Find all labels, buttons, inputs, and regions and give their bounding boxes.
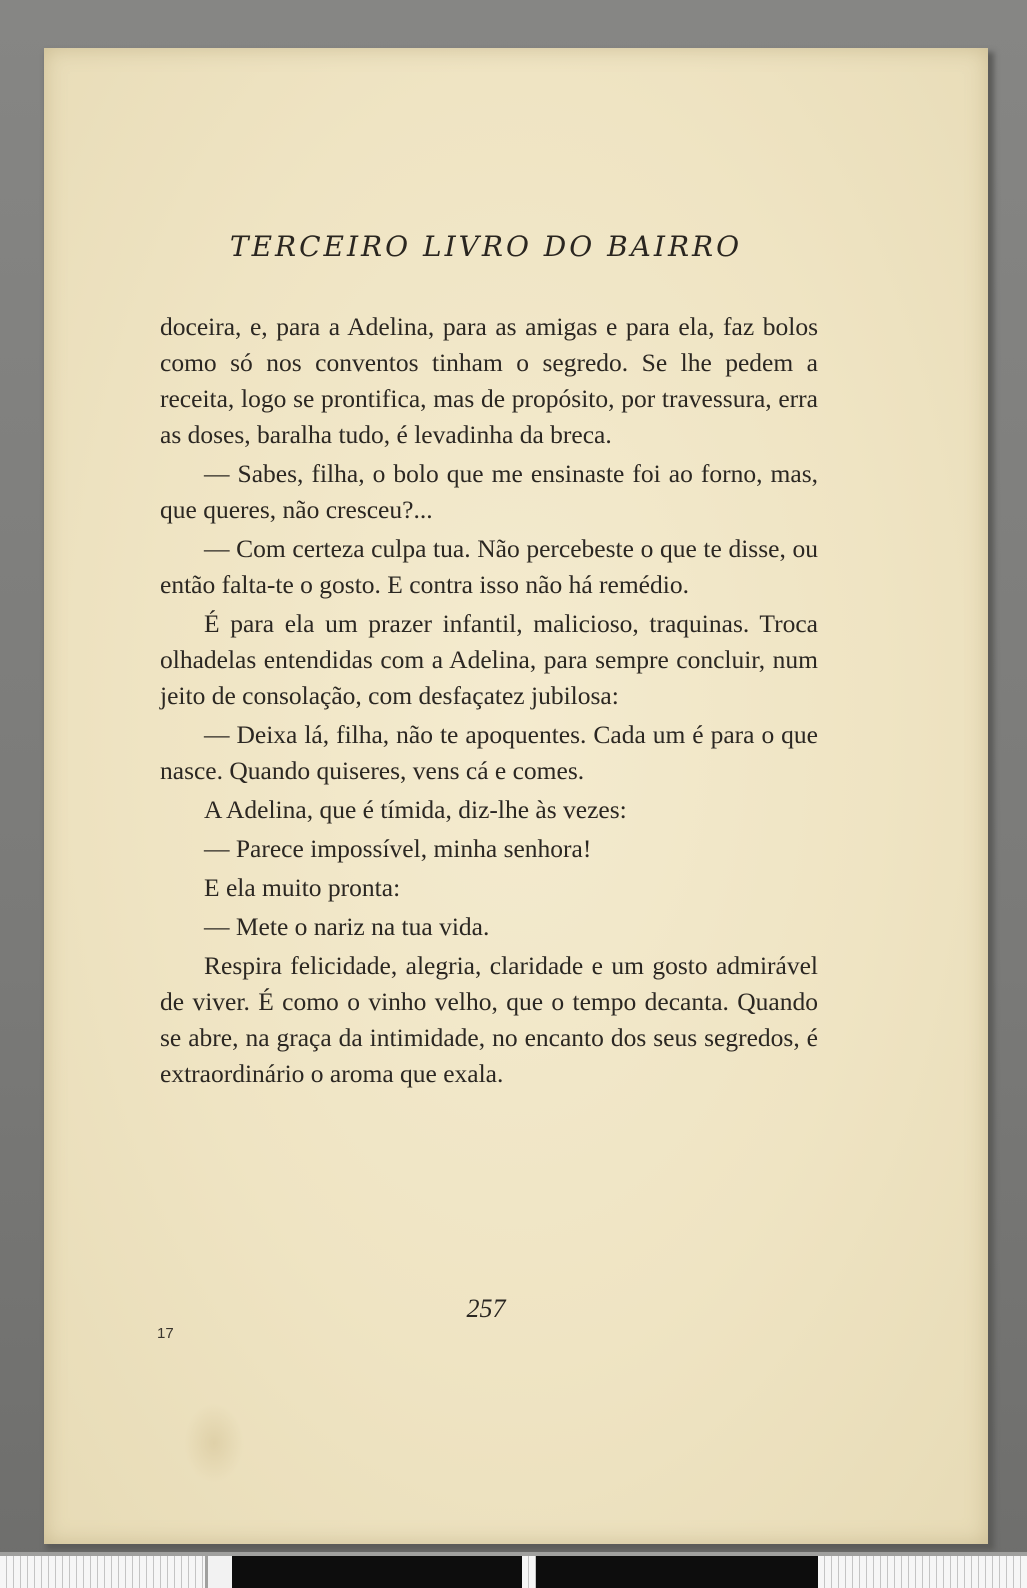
page-body-text [160,309,818,1095]
paragraph: E ela muito pronta: [204,873,401,902]
paragraph: — Deixa lá, filha, não te apoquentes. Cada um é para o que nasce. Quando quiseres, vens cá e comes. [160,720,818,785]
paragraph: — Com certeza culpa tua. Não percebeste o que te disse, ou então falta-te o gosto. E contra isso não há remédio. [160,534,818,599]
ruler-segment [0,1556,205,1588]
page-number: 257 [466,1294,506,1323]
signature-mark: 17 [157,1325,174,1342]
paragraph: doceira, e, para a Adelina, para as amigas e para ela, faz bolos como só nos conventos tinham o segredo. Se lhe pedem a receita, logo se prontifica, mas de propósito, por travessura, erra as doses, baralha tudo, é levadinha da breca. [160,312,818,449]
paragraph: A Adelina, que é tímida, diz-lhe às vezes: [204,795,627,824]
paragraph: — Mete o nariz na tua vida. [204,912,490,941]
ruler-segment [522,1556,536,1588]
scale-patch-black [536,1556,818,1588]
paragraph: — Parece impossível, minha senhora! [204,834,592,863]
running-head: TERCEIRO LIVRO DO BAIRRO [229,230,743,263]
scale-patch-black [232,1556,522,1588]
paragraph: É para ela um prazer infantil, malicioso, traquinas. Troca olhadelas entendidas com a Adelina, para sempre concluir, num jeito de consolação, com desfaçatez jubilosa: [160,609,818,710]
paper-stain [184,1403,244,1483]
ruler-segment [818,1556,1027,1588]
paragraph: — Sabes, filha, o bolo que me ensinaste foi ao forno, mas, que queres, não cresceu?... [160,459,818,524]
paragraph: Respira felicidade, alegria, claridade e um gosto admirável de viver. É como o vinho velho, que o tempo decanta. Quando se abre, na graça da intimidade, no encanto dos seus segredos, é extraordinário o aroma que exala. [160,951,818,1088]
scale-patch-white [208,1556,232,1588]
